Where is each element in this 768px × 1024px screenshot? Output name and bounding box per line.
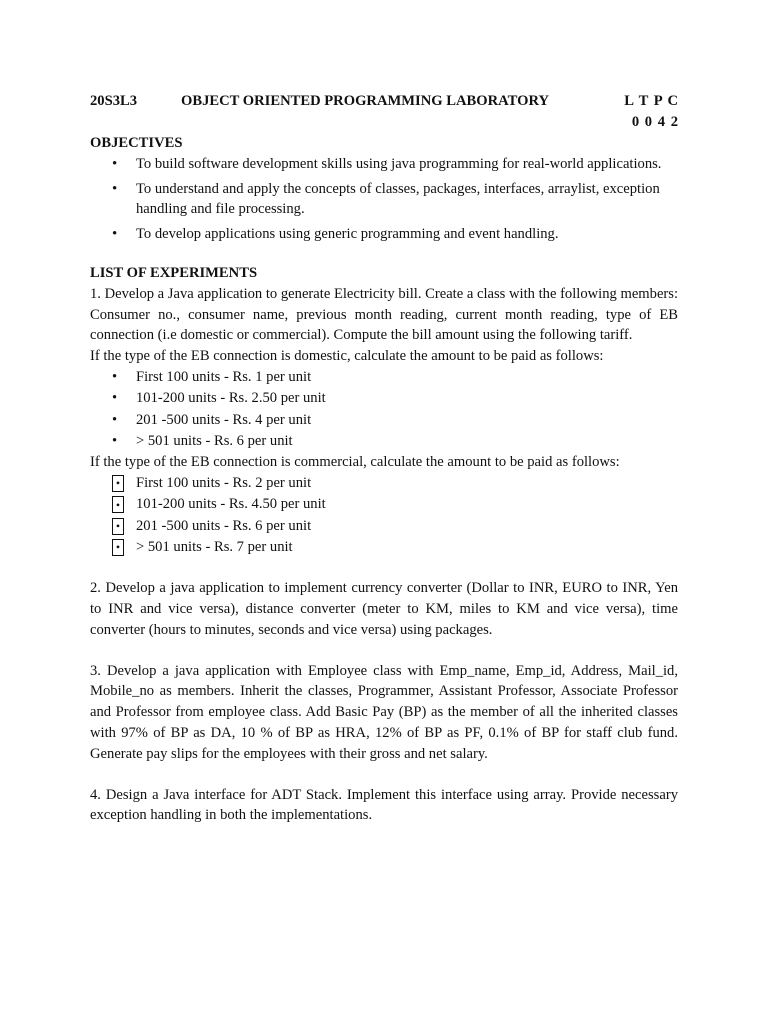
experiment-2: 2. Develop a java application to implement currency converter (Dollar to INR, EURO to INR, Yen to INR and vice versa), distance converter (meter to KM, miles to KM and vice versa), time converter (hours to minutes, seconds and vice versa) using packages.	[90, 580, 678, 638]
experiments-heading: LIST OF EXPERIMENTS	[90, 264, 258, 281]
objective-item: • To develop applications using generic programming and event handling.	[90, 224, 678, 245]
boxed-bullet-icon: •	[112, 475, 124, 492]
objective-item: • To build software development skills using java programming for real-world applications.	[90, 154, 678, 175]
bullet-icon: •	[112, 411, 118, 428]
experiment-3: 3. Develop a java application with Employee class with Emp_name, Emp_id, Address, Mail_id, Mobile_no as members. Inherit the classes, Programmer, Assistant Professor, Associate Professor and Professor from employee class. Add Basic Pay (BP) as the member of all the inherited classes with 97% of BP as DA, 10 % of BP as HRA, 12% of BP as PF, 0.1% of BP for staff club fund. Generate pay slips for the employees with their gross and net salary.	[90, 662, 678, 762]
tariff-item: • 201 -500 units - Rs. 4 per unit	[90, 410, 678, 431]
tariff-item: • 101-200 units - Rs. 2.50 per unit	[90, 388, 678, 409]
bullet-icon: •	[112, 180, 118, 197]
bullet-icon: •	[112, 432, 118, 449]
tariff-item: • > 501 units - Rs. 6 per unit	[90, 431, 678, 452]
tariff-item: • First 100 units - Rs. 2 per unit	[90, 473, 678, 494]
tariff-item: • 101-200 units - Rs. 4.50 per unit	[90, 494, 678, 515]
course-code: 20S3L3	[90, 93, 138, 109]
tariff-item: • 201 -500 units - Rs. 6 per unit	[90, 516, 678, 537]
boxed-bullet-icon: •	[112, 496, 124, 513]
commercial-tariff-list	[90, 473, 678, 558]
course-title: OBJECT ORIENTED PROGRAMMING LABORATORY	[181, 93, 550, 109]
objective-item: • To understand and apply the concepts of classes, packages, interfaces, arraylist, exception handling and file processing.	[112, 180, 660, 218]
document-body	[90, 133, 678, 826]
boxed-bullet-icon: •	[112, 518, 124, 535]
tariff-item: • > 501 units - Rs. 7 per unit	[90, 537, 678, 558]
bullet-icon: •	[112, 155, 118, 172]
tariff-item: • First 100 units - Rs. 1 per unit	[90, 367, 678, 388]
ltpc-label: L T P C	[624, 93, 678, 109]
ltpc-values: 0 0 4 2	[631, 114, 678, 130]
experiment-1: 1. Develop a Java application to generate Electricity bill. Create a class with the following members: Consumer no., consumer name, previous month reading, current month reading, type of EB connection (i.e domestic or commercial). Compute the bill amount using the following tariff.	[90, 285, 679, 344]
bullet-icon: •	[112, 390, 118, 407]
bullet-icon: •	[112, 226, 118, 243]
commercial-intro: If the type of the EB connection is commercial, calculate the amount to be paid as follows:	[90, 454, 620, 471]
objectives-heading: OBJECTIVES	[90, 135, 183, 151]
course-header	[90, 91, 678, 135]
bullet-icon: •	[112, 368, 118, 385]
experiment-4: 4. Design a Java interface for ADT Stack. Implement this interface using array. Provide necessary exception handling in both the implementations.	[90, 786, 678, 824]
objectives-list	[90, 154, 678, 245]
domestic-intro: If the type of the EB connection is domestic, calculate the amount to be paid as follows:	[90, 348, 604, 365]
boxed-bullet-icon: •	[112, 539, 124, 556]
domestic-tariff-list	[90, 367, 678, 452]
